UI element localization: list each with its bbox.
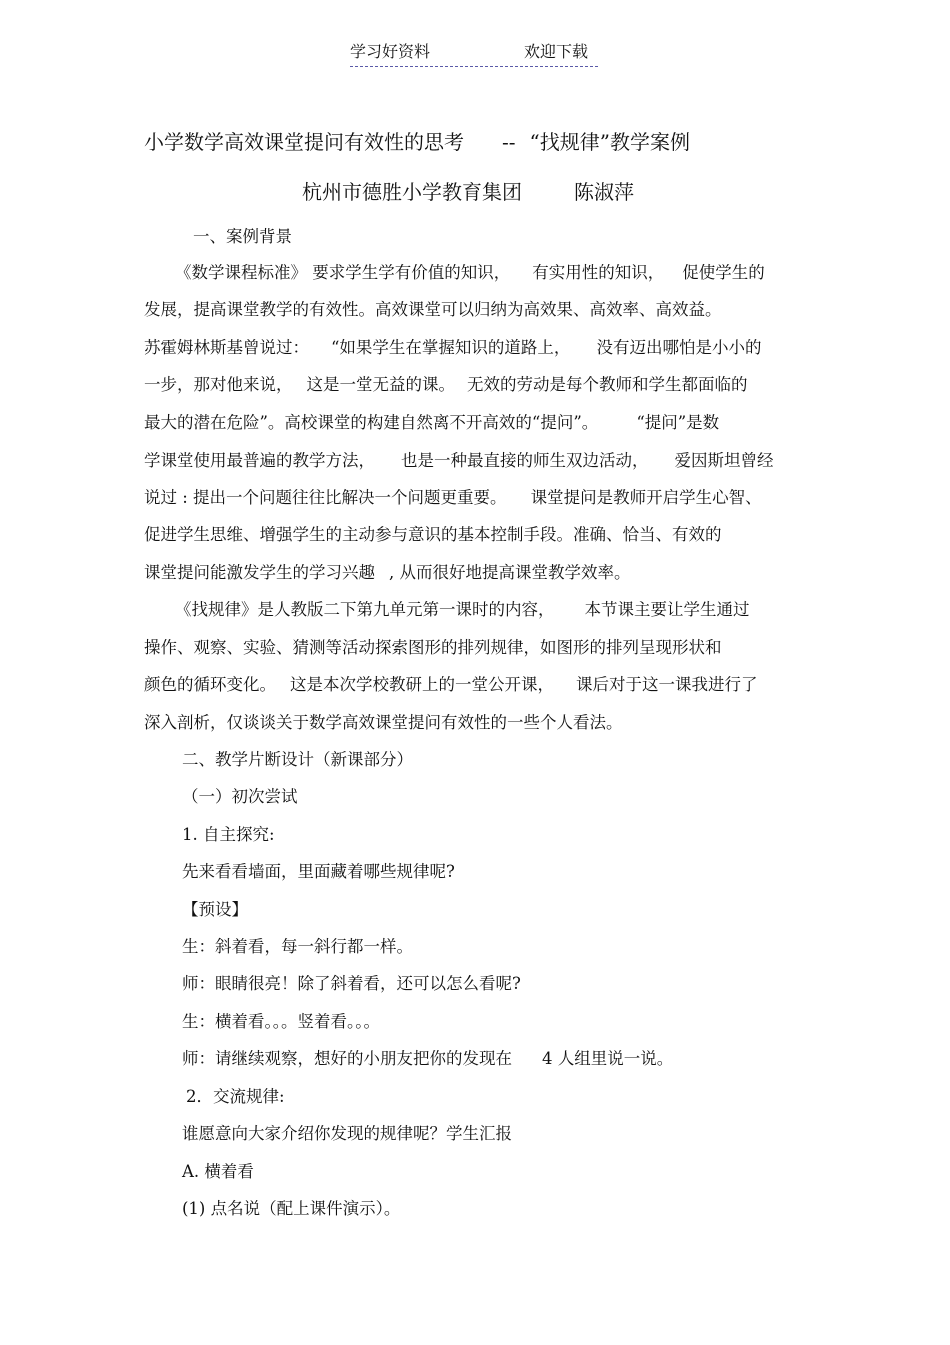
paragraph-line: 促进学生思维、增强学生的主动参与意识的基本控制手段。准确、恰当、有效的 xyxy=(144,525,722,544)
header-right-text: 欢迎下载 xyxy=(524,42,589,61)
paragraph-line: 说过 : 提出一个问题往往比解决一个问题更重要。 课堂提问是教师开启学生心智、 xyxy=(144,488,762,507)
paragraph-line: 最大的潜在危险”。高校课堂的构建自然离不开高效的“提问”。 “提问”是数 xyxy=(144,413,720,432)
dialogue-line: 师：眼睛很亮！除了斜着看，还可以怎么看呢? xyxy=(182,974,521,993)
section-heading: 二、教学片断设计（新课部分） xyxy=(182,750,413,769)
section-heading: 一、案例背景 xyxy=(193,227,292,246)
dialogue-line: 师：请继续观察，想好的小朋友把你的发现在 4 人组里说一说。 xyxy=(182,1049,674,1068)
document-title xyxy=(144,128,690,156)
dialogue-line: 生：横着看。。。竖着看。。。 xyxy=(182,1012,380,1031)
title-separator: -- xyxy=(502,130,516,154)
subsection-heading: （一）初次尝试 xyxy=(182,787,298,806)
paragraph-line: 先来看看墙面，里面藏着哪些规律呢? xyxy=(182,862,455,881)
list-item: 2．交流规律: xyxy=(186,1087,285,1106)
paragraph-line: 一步，那对他来说， 这是一堂无益的课。 无效的劳动是每个教师和学生都面临的 xyxy=(144,375,748,394)
author-org: 杭州市德胜小学教育集团 xyxy=(302,180,522,204)
list-item: A. 横着看 xyxy=(182,1162,254,1181)
list-item: (1) 点名说（配上课件演示）。 xyxy=(182,1199,401,1218)
paragraph-line: 苏霍姆林斯基曾说过： “如果学生在掌握知识的道路上， 没有迈出哪怕是小小的 xyxy=(144,338,762,357)
paragraph-line: 颜色的循环变化。 这是本次学校教研上的一堂公开课， 课后对于这一课我进行了 xyxy=(144,675,758,694)
author-line xyxy=(302,178,634,206)
author-name: 陈淑萍 xyxy=(574,180,634,204)
paragraph-line: 深入剖析，仅谈谈关于数学高效课堂提问有效性的一些个人看法。 xyxy=(144,713,623,732)
title-main: 小学数学高效课堂提问有效性的思考 xyxy=(144,130,464,154)
paragraph-line: 《找规律》是人教版二下第九单元第一课时的内容， 本节课主要让学生通过 xyxy=(175,600,750,619)
paragraph-line: 《数学课程标准》 要求学生学有价值的知识， 有实用性的知识， 促使学生的 xyxy=(175,263,765,282)
paragraph-line: 发展，提高课堂教学的有效性。高效课堂可以归纳为高效果、高效率、高效益。 xyxy=(144,300,722,319)
header-left-text: 学习好资料 xyxy=(350,42,431,61)
dialogue-line: 生：斜着看，每一斜行都一样。 xyxy=(182,937,413,956)
paragraph-line: 学课堂使用最普遍的教学方法， 也是一种最直接的师生双边活动， 爱因斯坦曾经 xyxy=(144,451,774,470)
paragraph-line: 【预设】 xyxy=(182,900,248,919)
paragraph-line: 谁愿意向大家介绍你发现的规律呢？学生汇报 xyxy=(182,1124,512,1143)
paragraph-line: 课堂提问能激发学生的学习兴趣 , 从而很好地提高课堂教学效率。 xyxy=(144,563,631,582)
page-header xyxy=(350,40,598,67)
paragraph-line: 操作、观察、实验、猜测等活动探索图形的排列规律，如图形的排列呈现形状和 xyxy=(144,638,722,657)
list-item: 1. 自主探究: xyxy=(182,825,275,844)
title-sub: “找规律”教学案例 xyxy=(529,130,690,154)
